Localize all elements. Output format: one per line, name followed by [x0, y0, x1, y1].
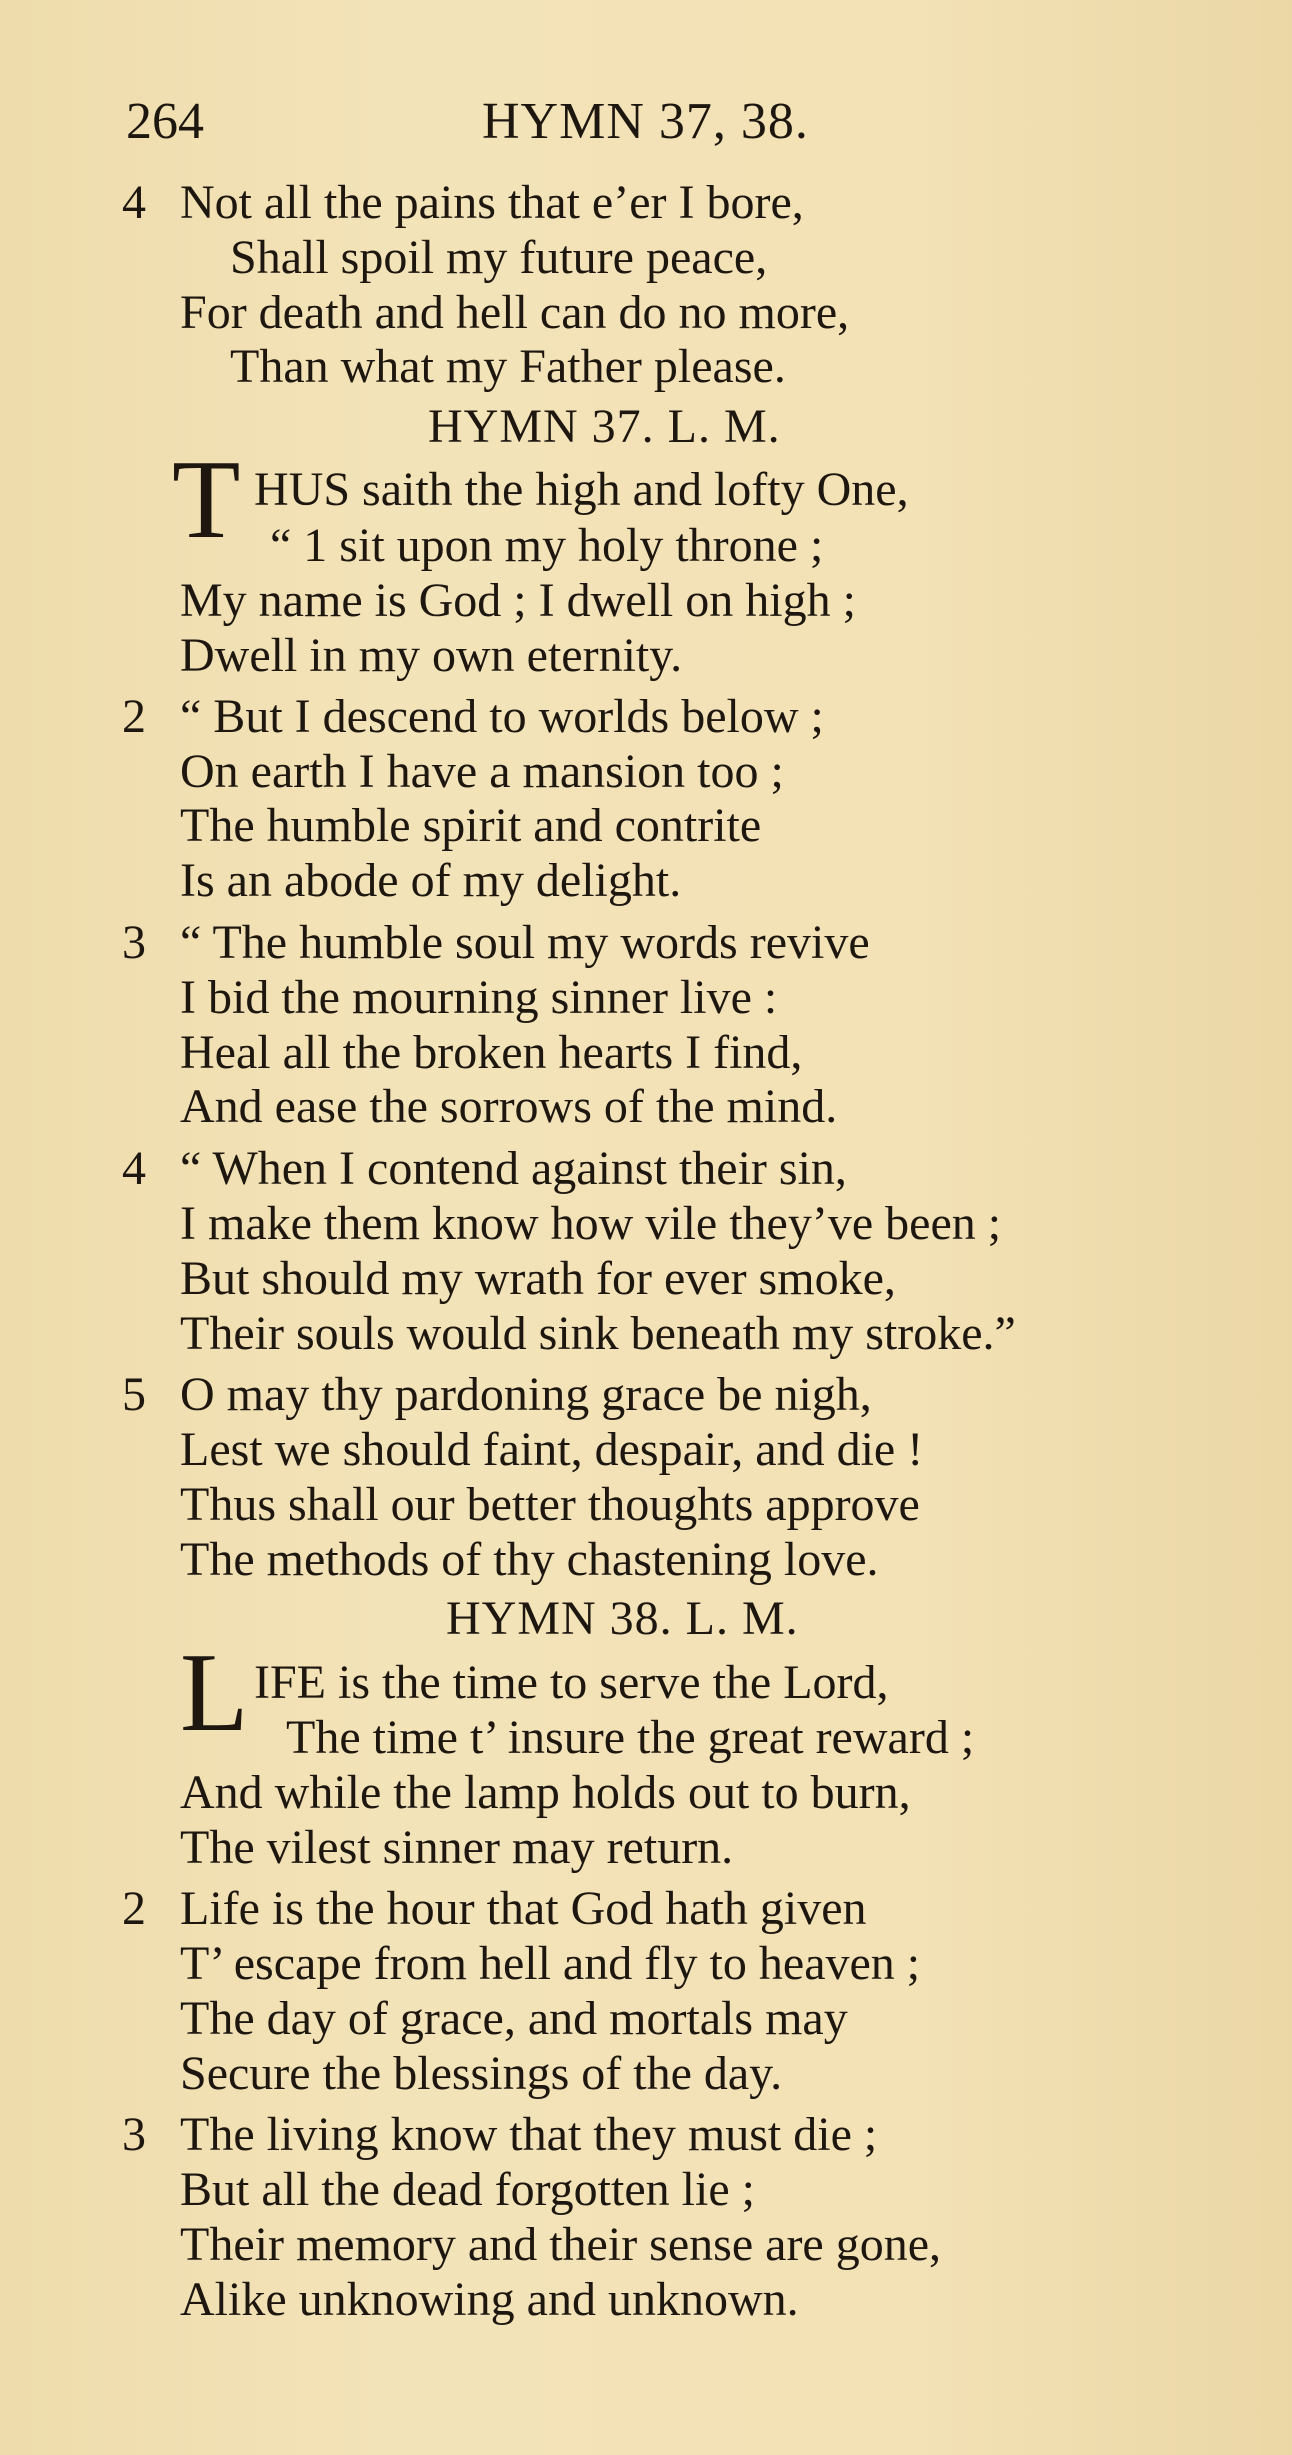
verse-line: I make them know how vile they’ve been ; [180, 1197, 1002, 1250]
verse-line: On earth I have a mansion too ; [180, 745, 784, 798]
stanza-number: 4 [122, 1142, 146, 1195]
verse-line: Than what my Father please. [230, 340, 786, 393]
verse-line: HUS saith the high and lofty One, [254, 463, 909, 516]
verse-line: Dwell in my own eternity. [180, 629, 683, 682]
verse-line: For death and hell can do no more, [180, 286, 850, 339]
verse-line: Their souls would sink beneath my stroke.” [180, 1307, 1016, 1360]
stanza-number: 2 [122, 690, 146, 743]
verse-line: The humble spirit and contrite [180, 799, 762, 852]
verse-line: The living know that they must die ; [180, 2108, 878, 2161]
running-title: HYMN 37, 38. [482, 93, 809, 150]
hymn-heading: HYMN 37. L. M. [428, 400, 781, 453]
verse-line: And ease the sorrows of the mind. [180, 1080, 838, 1133]
verse-line: The methods of thy chastening love. [180, 1533, 879, 1586]
verse-line: IFE is the time to serve the Lord, [254, 1656, 889, 1709]
verse-line: O may thy pardoning grace be nigh, [180, 1368, 872, 1421]
verse-line: The vilest sinner may return. [180, 1821, 734, 1874]
verse-line: But should my wrath for ever smoke, [180, 1252, 896, 1305]
drop-cap: T [172, 438, 241, 562]
verse-line: “ But I descend to worlds below ; [180, 690, 824, 743]
verse-line: Alike unknowing and unknown. [180, 2273, 799, 2326]
verse-line: Is an abode of my delight. [180, 854, 682, 907]
verse-line: Heal all the broken hearts I find, [180, 1026, 803, 1079]
verse-line: Secure the blessings of the day. [180, 2047, 783, 2100]
drop-cap: L [180, 1631, 249, 1755]
verse-line: T’ escape from hell and fly to heaven ; [180, 1937, 921, 1990]
verse-line: Lest we should faint, despair, and die ! [180, 1423, 924, 1476]
verse-line: “ 1 sit upon my holy throne ; [270, 519, 824, 572]
verse-line: But all the dead forgotten lie ; [180, 2163, 755, 2216]
stanza-number: 3 [122, 916, 146, 969]
verse-line: Their memory and their sense are gone, [180, 2218, 942, 2271]
verse-line: “ The humble soul my words revive [180, 916, 870, 969]
verse-line: The day of grace, and mortals may [180, 1992, 848, 2045]
verse-line: The time t’ insure the great reward ; [286, 1711, 975, 1764]
verse-line: Shall spoil my future peace, [230, 231, 768, 284]
verse-line: “ When I contend against their sin, [180, 1142, 847, 1195]
stanza-number: 2 [122, 1882, 146, 1935]
verse-line: My name is God ; I dwell on high ; [180, 574, 856, 627]
stanza-number: 5 [122, 1368, 146, 1421]
verse-line: Life is the hour that God hath given [180, 1882, 867, 1935]
stanza-number: 3 [122, 2108, 146, 2161]
verse-line: And while the lamp holds out to burn, [180, 1766, 911, 1819]
verse-line: I bid the mourning sinner live : [180, 971, 778, 1024]
verse-line: Thus shall our better thoughts approve [180, 1478, 920, 1531]
hymn-heading: HYMN 38. L. M. [446, 1592, 799, 1645]
page-number: 264 [126, 93, 204, 150]
verse-line: Not all the pains that e’er I bore, [180, 176, 804, 229]
stanza-number: 4 [122, 176, 146, 229]
